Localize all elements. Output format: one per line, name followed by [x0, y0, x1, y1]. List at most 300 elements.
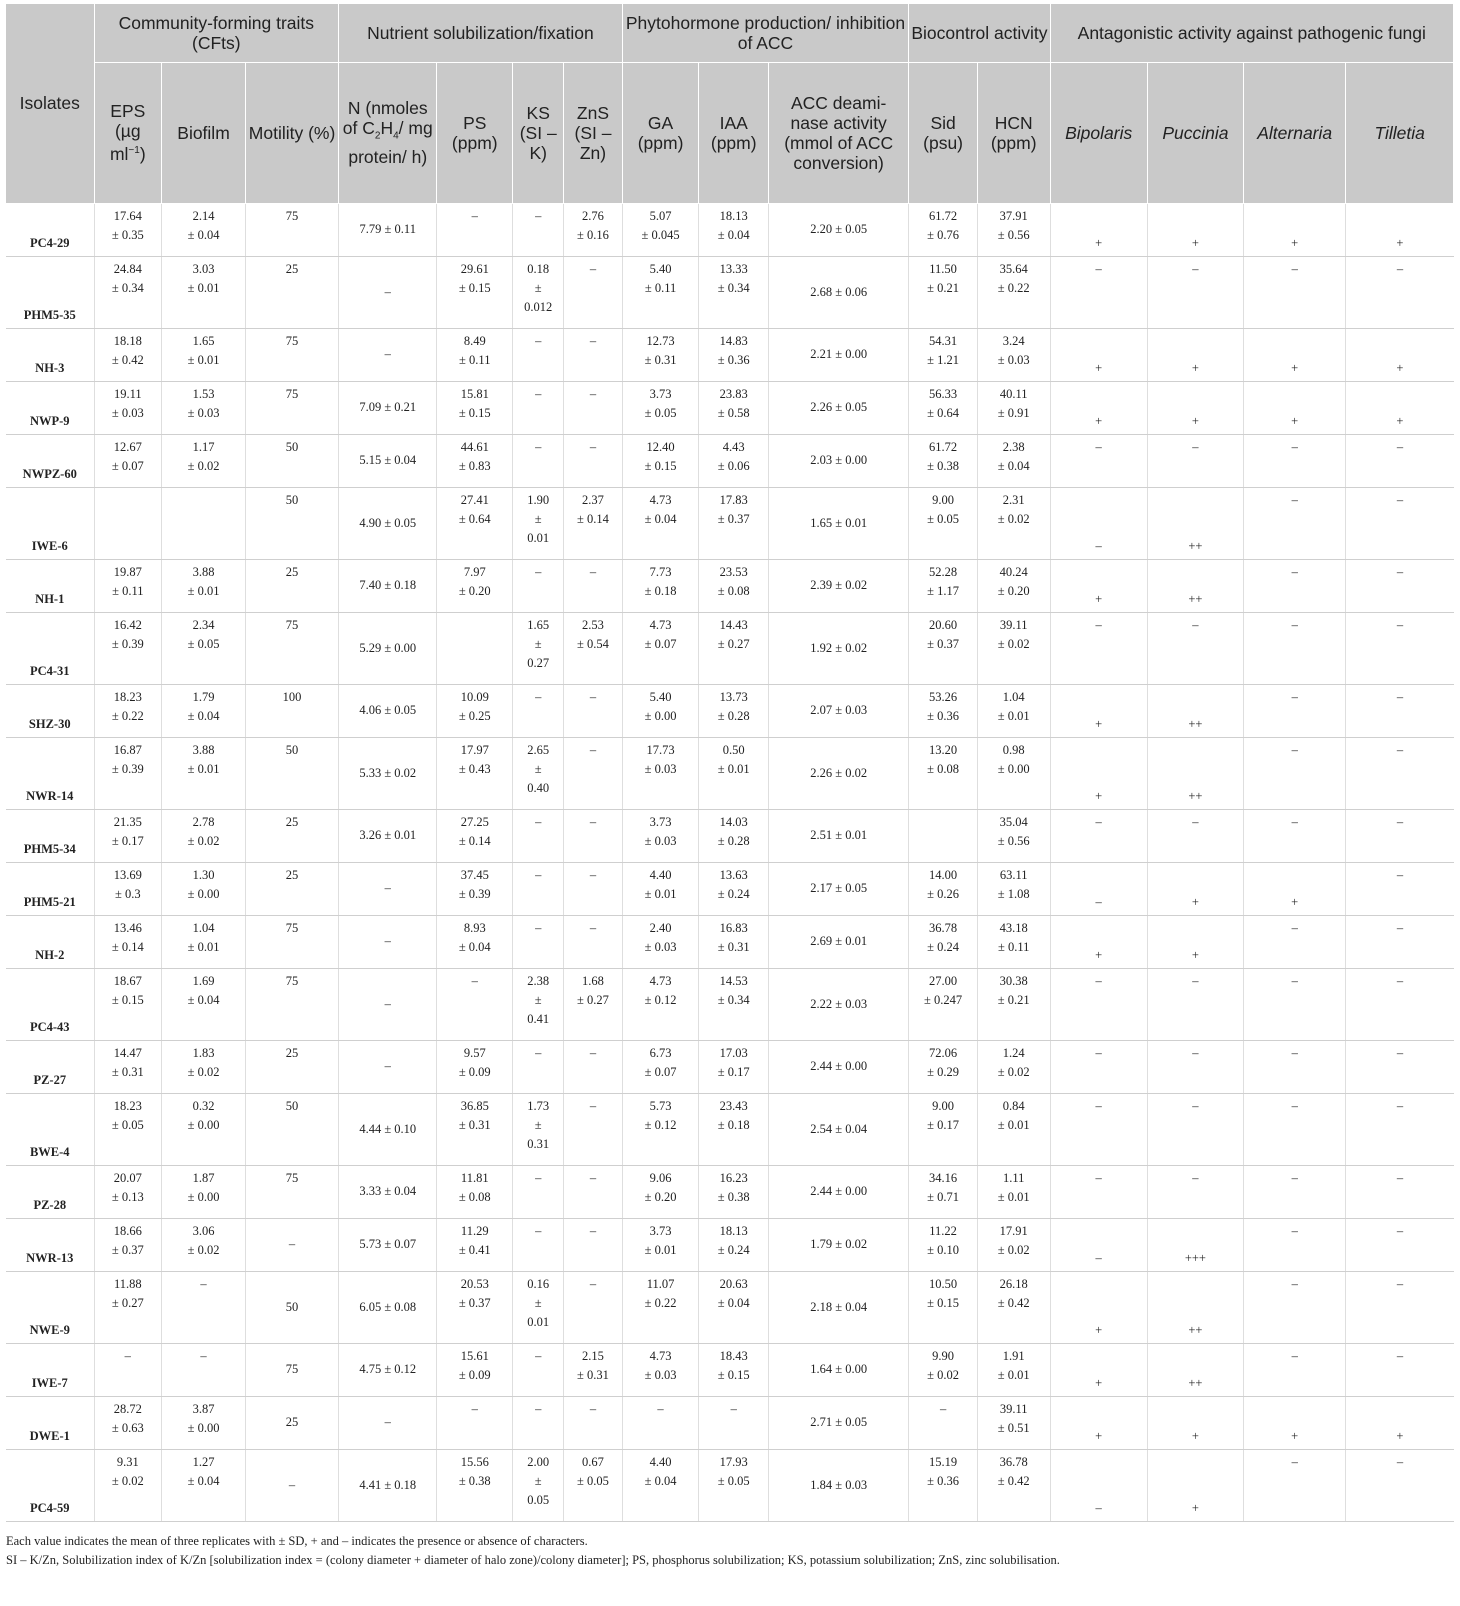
alternaria-cell — [1244, 1271, 1346, 1343]
biofilm-cell-line: ± 0.04 — [187, 1473, 220, 1488]
iaa-cell — [699, 1271, 769, 1343]
hcn-cell-line: 35.04 — [999, 814, 1028, 829]
alternaria-cell-mark: – — [1291, 1098, 1298, 1113]
ps-cell-line: ± 0.39 — [458, 886, 491, 901]
sid-cell-line: 9.00 — [932, 492, 955, 507]
eps-cell-line: ± 0.31 — [111, 1064, 144, 1079]
ks-cell-line: 0.18 — [527, 261, 550, 276]
bipolaris-cell — [1050, 809, 1147, 862]
eps-cell — [94, 809, 162, 862]
alternaria-cell — [1244, 968, 1346, 1040]
sid-cell-line: 9.90 — [932, 1348, 955, 1363]
isolate-cell: NH-1 — [6, 559, 94, 612]
zns-cell-line: ± 0.54 — [577, 636, 609, 651]
ga-cell-line: 5.40 — [649, 261, 672, 276]
iaa-cell-line: ± 0.27 — [717, 636, 750, 651]
ks-cell-line: ± — [534, 636, 542, 651]
iaa-cell — [699, 1093, 769, 1165]
ks-cell-line: ± — [534, 511, 542, 526]
zns-cell-line: ± 0.31 — [577, 1367, 609, 1382]
tilletia-cell — [1346, 862, 1454, 915]
ks-cell-line: 0.05 — [527, 1492, 550, 1507]
alternaria-cell — [1244, 862, 1346, 915]
sid-cell-line: ± 0.05 — [927, 511, 960, 526]
ga-cell-line: 7.73 — [649, 564, 672, 579]
nitrogen-cell: 4.90 ± 0.05 — [339, 487, 437, 559]
ks-cell — [513, 1165, 564, 1218]
isolate-cell: PC4-29 — [6, 203, 94, 256]
isolate-cell: PC4-31 — [6, 612, 94, 684]
ps-cell-line: 27.25 — [460, 814, 489, 829]
hcn-cell — [977, 559, 1050, 612]
ps-cell-line: 8.93 — [463, 920, 486, 935]
eps-cell-line: 19.87 — [113, 564, 142, 579]
tilletia-cell — [1346, 328, 1454, 381]
iaa-cell-line: 17.03 — [719, 1045, 748, 1060]
puccinia-cell-mark: – — [1192, 973, 1199, 988]
iaa-cell — [699, 915, 769, 968]
hcn-cell-line: ± 0.02 — [997, 636, 1030, 651]
header-biofilm: Biofilm — [162, 62, 246, 203]
nitrogen-cell: 5.73 ± 0.07 — [339, 1218, 437, 1271]
iaa-cell-line: 18.13 — [719, 1223, 748, 1238]
ps-cell — [437, 684, 513, 737]
biofilm-cell-line: 3.87 — [192, 1401, 215, 1416]
biofilm-cell — [162, 862, 246, 915]
biofilm-cell — [162, 612, 246, 684]
hcn-cell-line: 2.31 — [1002, 492, 1025, 507]
tilletia-cell-mark: – — [1396, 814, 1404, 829]
ps-cell-line: – — [471, 1401, 478, 1416]
zns-cell — [564, 809, 622, 862]
ps-cell — [437, 1040, 513, 1093]
header-group-nutrient: Nutrient solubilization/fixation — [339, 4, 623, 62]
ks-cell-line: 0.01 — [527, 530, 550, 545]
eps-cell-line: 28.72 — [113, 1401, 142, 1416]
iaa-cell-line: ± 0.28 — [717, 833, 750, 848]
ps-cell — [437, 1218, 513, 1271]
motility-cell: 50 — [245, 1271, 338, 1343]
header-group-cft: Community-forming traits (CFts) — [94, 4, 339, 62]
iaa-cell — [699, 434, 769, 487]
ks-cell — [513, 1271, 564, 1343]
bipolaris-cell — [1050, 1271, 1147, 1343]
biofilm-cell-line: ± 0.03 — [187, 405, 220, 420]
alternaria-cell — [1244, 809, 1346, 862]
biofilm-cell — [162, 203, 246, 256]
puccinia-cell — [1147, 487, 1243, 559]
sid-cell-line: 34.16 — [929, 1170, 958, 1185]
tilletia-cell-mark: – — [1396, 1045, 1404, 1060]
ga-cell-line: 12.40 — [646, 439, 675, 454]
zns-cell — [564, 915, 622, 968]
ga-cell — [622, 1271, 699, 1343]
header-ks: KS (SI – K) — [513, 62, 564, 203]
puccinia-cell-mark: + — [1191, 235, 1199, 250]
alternaria-cell-mark: – — [1291, 617, 1298, 632]
ks-cell-line: – — [535, 1170, 542, 1185]
bipolaris-cell — [1050, 1040, 1147, 1093]
ps-cell-line: ± 0.38 — [458, 1473, 491, 1488]
nitrogen-cell: 4.41 ± 0.18 — [339, 1449, 437, 1521]
ps-cell — [437, 487, 513, 559]
table-row — [6, 434, 1454, 487]
sid-cell-line: ± 0.08 — [927, 761, 960, 776]
table-footnotes — [6, 1532, 1454, 1570]
iaa-cell — [699, 968, 769, 1040]
puccinia-cell — [1147, 256, 1243, 328]
bipolaris-cell-mark: – — [1095, 894, 1102, 909]
biofilm-cell-line: 1.53 — [192, 386, 215, 401]
ps-cell — [437, 737, 513, 809]
bipolaris-cell-mark: – — [1095, 538, 1102, 553]
biofilm-cell — [162, 381, 246, 434]
iaa-cell-line: 23.83 — [719, 386, 748, 401]
sid-cell-line: 14.00 — [929, 867, 958, 882]
ps-cell-line: 8.49 — [463, 333, 486, 348]
hcn-cell-line: 0.84 — [1002, 1098, 1025, 1113]
iaa-cell-line: ± 0.05 — [717, 1473, 750, 1488]
ps-cell — [437, 559, 513, 612]
hcn-cell — [977, 203, 1050, 256]
tilletia-cell-mark: – — [1396, 1276, 1404, 1291]
isolate-cell: IWE-6 — [6, 487, 94, 559]
hcn-cell — [977, 256, 1050, 328]
hcn-cell-line: ± 0.01 — [997, 708, 1030, 723]
sid-cell — [909, 1271, 978, 1343]
acc-cell: 1.65 ± 0.01 — [769, 487, 909, 559]
hcn-cell-line: 30.38 — [999, 973, 1028, 988]
nitrogen-cell: 3.33 ± 0.04 — [339, 1165, 437, 1218]
nitrogen-cell: – — [339, 328, 437, 381]
eps-cell-line: 21.35 — [113, 814, 142, 829]
zns-cell — [564, 328, 622, 381]
sid-cell — [909, 915, 978, 968]
eps-cell — [94, 1040, 162, 1093]
hcn-cell — [977, 862, 1050, 915]
ks-cell-line: – — [535, 208, 542, 223]
alternaria-cell — [1244, 256, 1346, 328]
eps-cell-line: 18.23 — [113, 689, 142, 704]
hcn-cell-line: ± 0.91 — [997, 405, 1030, 420]
header-nitrogen: N (nmoles of $C_2H_4/$ mg protein/ h) — [339, 62, 437, 203]
bipolaris-cell — [1050, 862, 1147, 915]
zns-cell — [564, 862, 622, 915]
iaa-cell-line: ± 0.37 — [717, 511, 750, 526]
table-row — [6, 559, 1454, 612]
ks-cell-line: ± — [534, 1473, 542, 1488]
ks-cell-line: 1.73 — [527, 1098, 550, 1113]
ga-cell-line: ± 0.07 — [644, 636, 677, 651]
header-puccinia: Puccinia — [1147, 62, 1243, 203]
biofilm-cell-line: 2.14 — [192, 208, 215, 223]
ga-cell-line: ± 0.15 — [644, 458, 677, 473]
zns-cell-line: – — [589, 867, 597, 882]
ga-cell-line: 4.73 — [649, 973, 672, 988]
ks-cell — [513, 434, 564, 487]
eps-cell-line: ± 0.39 — [111, 761, 144, 776]
sid-cell-line: ± 0.71 — [927, 1189, 960, 1204]
puccinia-cell — [1147, 1093, 1243, 1165]
zns-cell-line: 2.37 — [582, 492, 604, 507]
ks-cell-line: – — [535, 1401, 542, 1416]
acc-cell: 1.64 ± 0.00 — [769, 1343, 909, 1396]
sid-cell-line: 61.72 — [929, 439, 958, 454]
ga-cell-line: ± 0.07 — [644, 1064, 677, 1079]
biofilm-cell — [162, 1449, 246, 1521]
eps-cell — [94, 487, 162, 559]
hcn-cell-line: 35.64 — [999, 261, 1028, 276]
eps-cell-line: 13.69 — [113, 867, 142, 882]
ps-cell-line: ± 0.04 — [458, 939, 491, 954]
iaa-cell — [699, 328, 769, 381]
alternaria-cell-mark: + — [1291, 1428, 1299, 1443]
motility-cell: 25 — [245, 1396, 338, 1449]
iaa-cell-line: ± 0.08 — [717, 583, 750, 598]
hcn-cell-line: ± 0.02 — [997, 511, 1030, 526]
hcn-cell-line: ± 0.51 — [997, 1420, 1030, 1435]
sid-cell-line: ± 0.17 — [927, 1117, 960, 1132]
ks-cell — [513, 328, 564, 381]
puccinia-cell — [1147, 915, 1243, 968]
tilletia-cell — [1346, 1165, 1454, 1218]
hcn-cell-line: ± 0.00 — [997, 761, 1030, 776]
hcn-cell — [977, 328, 1050, 381]
ks-cell-line: 2.00 — [527, 1454, 550, 1469]
hcn-cell-line: 26.18 — [999, 1276, 1028, 1291]
iaa-cell — [699, 862, 769, 915]
ks-cell-line: 1.65 — [527, 617, 550, 632]
ps-cell-line: ± 0.09 — [458, 1064, 491, 1079]
eps-cell-line: – — [124, 1348, 131, 1363]
ga-cell — [622, 737, 699, 809]
hcn-cell-line: 0.98 — [1002, 742, 1025, 757]
iaa-cell — [699, 1040, 769, 1093]
sid-cell-line: 10.50 — [929, 1276, 958, 1291]
zns-cell — [564, 1040, 622, 1093]
alternaria-cell-mark: + — [1291, 235, 1299, 250]
isolate-cell: NWR-14 — [6, 737, 94, 809]
ks-cell-line: 0.16 — [527, 1276, 550, 1291]
sid-cell-line: ± 0.76 — [927, 227, 960, 242]
hcn-cell — [977, 1396, 1050, 1449]
alternaria-cell — [1244, 915, 1346, 968]
ps-cell-line: 9.57 — [463, 1045, 486, 1060]
alternaria-cell — [1244, 487, 1346, 559]
alternaria-cell — [1244, 1218, 1346, 1271]
tilletia-cell-mark: – — [1396, 617, 1404, 632]
eps-cell-line: 9.31 — [116, 1454, 139, 1469]
tilletia-cell — [1346, 381, 1454, 434]
ks-cell — [513, 381, 564, 434]
acc-cell: 2.51 ± 0.01 — [769, 809, 909, 862]
ps-cell — [437, 203, 513, 256]
biofilm-cell-line: ± 0.01 — [187, 761, 220, 776]
alternaria-cell-mark: – — [1291, 1454, 1298, 1469]
hcn-cell-line: 1.91 — [1002, 1348, 1025, 1363]
tilletia-cell — [1346, 487, 1454, 559]
zns-cell — [564, 1093, 622, 1165]
ks-cell — [513, 968, 564, 1040]
motility-cell: – — [245, 1218, 338, 1271]
sid-cell-line: 13.20 — [929, 742, 958, 757]
nitrogen-cell: 7.09 ± 0.21 — [339, 381, 437, 434]
biofilm-cell-line: ± 0.01 — [187, 583, 220, 598]
isolate-cell: BWE-4 — [6, 1093, 94, 1165]
zns-cell-line: ± 0.14 — [577, 511, 609, 526]
table-row — [6, 487, 1454, 559]
nitrogen-cell: 4.44 ± 0.10 — [339, 1093, 437, 1165]
sid-cell — [909, 1396, 978, 1449]
ps-cell-line: ± 0.15 — [458, 280, 491, 295]
zns-cell-line: ± 0.16 — [577, 227, 609, 242]
ps-cell-line: – — [471, 973, 478, 988]
alternaria-cell-mark: – — [1291, 814, 1298, 829]
ks-cell — [513, 915, 564, 968]
sid-cell-line: 15.19 — [929, 1454, 958, 1469]
bipolaris-cell — [1050, 559, 1147, 612]
alternaria-cell-mark: – — [1291, 1045, 1298, 1060]
puccinia-cell-mark: – — [1192, 261, 1199, 276]
ps-cell-line: ± 0.25 — [458, 708, 491, 723]
alternaria-cell-mark: – — [1291, 920, 1298, 935]
biofilm-cell-line: ± 0.02 — [187, 833, 220, 848]
hcn-cell-line: 37.91 — [999, 208, 1028, 223]
ps-cell-line: 11.29 — [460, 1223, 489, 1238]
motility-cell: 75 — [245, 915, 338, 968]
ks-cell-line: – — [535, 920, 542, 935]
motility-cell: 75 — [245, 203, 338, 256]
iaa-cell-line: ± 0.38 — [717, 1189, 750, 1204]
iaa-cell-line: ± 0.15 — [717, 1367, 750, 1382]
ps-cell — [437, 968, 513, 1040]
eps-cell-line: 18.23 — [113, 1098, 142, 1113]
bipolaris-cell-mark: – — [1095, 1250, 1102, 1265]
header-ga: GA (ppm) — [622, 62, 699, 203]
motility-cell: 50 — [245, 737, 338, 809]
header-motility: Motility (%) — [245, 62, 338, 203]
hcn-cell — [977, 915, 1050, 968]
tilletia-cell — [1346, 434, 1454, 487]
alternaria-cell — [1244, 1165, 1346, 1218]
ks-cell-line: – — [535, 333, 542, 348]
table-row — [6, 1040, 1454, 1093]
biofilm-cell — [162, 256, 246, 328]
sid-cell-line: 61.72 — [929, 208, 958, 223]
ps-cell — [437, 612, 513, 684]
zns-cell-line: – — [589, 1045, 597, 1060]
biofilm-cell-line: 1.65 — [192, 333, 215, 348]
hcn-cell-line: ± 0.22 — [997, 280, 1030, 295]
nitrogen-cell: – — [339, 1396, 437, 1449]
puccinia-cell — [1147, 968, 1243, 1040]
tilletia-cell — [1346, 1218, 1454, 1271]
puccinia-cell — [1147, 737, 1243, 809]
alternaria-cell-mark: – — [1291, 973, 1298, 988]
ps-cell-line: ± 0.08 — [458, 1189, 491, 1204]
ks-cell — [513, 684, 564, 737]
nitrogen-cell: 4.75 ± 0.12 — [339, 1343, 437, 1396]
alternaria-cell — [1244, 1449, 1346, 1521]
biofilm-cell — [162, 1040, 246, 1093]
iaa-cell-line: ± 0.31 — [717, 939, 750, 954]
iaa-cell-line: 13.33 — [719, 261, 748, 276]
tilletia-cell-mark: – — [1396, 689, 1404, 704]
zns-cell — [564, 1396, 622, 1449]
ks-cell — [513, 559, 564, 612]
hcn-cell-line: 40.11 — [999, 386, 1028, 401]
hcn-cell-line: ± 0.01 — [997, 1189, 1030, 1204]
hcn-cell — [977, 684, 1050, 737]
header-group-phyto: Phytohormone production/ inhibition of ACC — [622, 4, 909, 62]
alternaria-cell — [1244, 737, 1346, 809]
ps-cell-line: 36.85 — [460, 1098, 489, 1113]
eps-cell-line: ± 0.17 — [111, 833, 144, 848]
iaa-cell-line: 14.03 — [719, 814, 748, 829]
alternaria-cell — [1244, 1396, 1346, 1449]
eps-cell — [94, 1165, 162, 1218]
tilletia-cell-mark: – — [1396, 1223, 1404, 1238]
iaa-cell — [699, 1343, 769, 1396]
motility-cell: 75 — [245, 381, 338, 434]
bipolaris-cell-mark: – — [1095, 439, 1102, 454]
alternaria-cell — [1244, 1040, 1346, 1093]
hcn-cell — [977, 737, 1050, 809]
puccinia-cell-mark: + — [1191, 1500, 1199, 1515]
ks-cell-line: 2.38 — [527, 973, 550, 988]
eps-cell-line: 19.11 — [113, 386, 142, 401]
tilletia-cell-mark: – — [1396, 261, 1404, 276]
hcn-cell-line: 17.91 — [999, 1223, 1028, 1238]
bipolaris-cell-mark: + — [1095, 360, 1103, 375]
alternaria-cell-mark: + — [1291, 360, 1299, 375]
eps-cell-line: ± 0.03 — [111, 405, 144, 420]
acc-cell: 2.26 ± 0.05 — [769, 381, 909, 434]
sid-cell-line: ± 0.247 — [924, 992, 963, 1007]
biofilm-cell-line: 1.27 — [192, 1454, 215, 1469]
alternaria-cell — [1244, 684, 1346, 737]
ps-cell-line: ± 0.14 — [458, 833, 491, 848]
table-row — [6, 1165, 1454, 1218]
sid-cell — [909, 1343, 978, 1396]
ps-cell-line: ± 0.15 — [458, 405, 491, 420]
iaa-cell-line: 23.43 — [719, 1098, 748, 1113]
alternaria-cell — [1244, 434, 1346, 487]
ks-cell-line: – — [535, 867, 542, 882]
eps-cell-line: ± 0.11 — [112, 583, 144, 598]
isolate-cell: NWPZ-60 — [6, 434, 94, 487]
sid-cell-line: ± 0.24 — [927, 939, 960, 954]
eps-cell — [94, 559, 162, 612]
tilletia-cell — [1346, 809, 1454, 862]
sid-cell-line: 11.22 — [929, 1223, 957, 1238]
iaa-cell-line: 20.63 — [719, 1276, 748, 1291]
sid-cell-line: 36.78 — [929, 920, 958, 935]
ga-cell-line: ± 0.05 — [644, 405, 677, 420]
bipolaris-cell — [1050, 915, 1147, 968]
puccinia-cell-mark: – — [1192, 814, 1199, 829]
zns-cell — [564, 1218, 622, 1271]
hcn-cell — [977, 1343, 1050, 1396]
hcn-cell-line: ± 0.56 — [997, 227, 1030, 242]
puccinia-cell-mark: ++ — [1188, 591, 1203, 606]
iaa-cell-line: 0.50 — [722, 742, 745, 757]
ps-cell-line: 37.45 — [460, 867, 489, 882]
ga-cell — [622, 434, 699, 487]
acc-cell: 2.22 ± 0.03 — [769, 968, 909, 1040]
eps-cell — [94, 1396, 162, 1449]
ga-cell — [622, 203, 699, 256]
